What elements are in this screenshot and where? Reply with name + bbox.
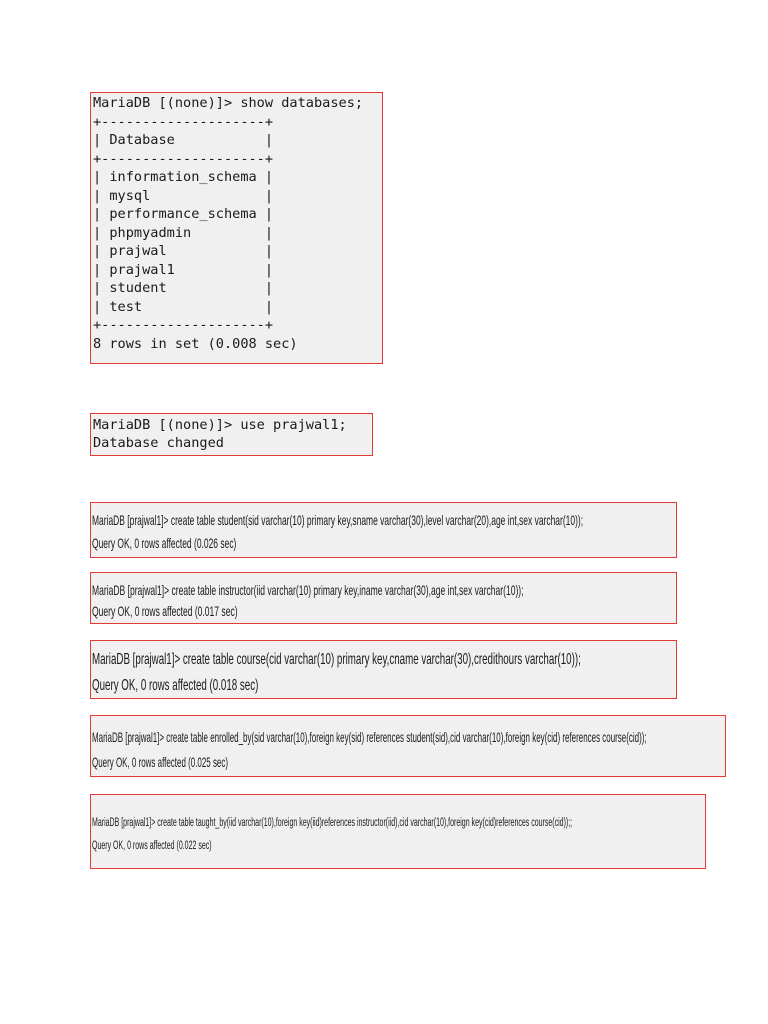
create-taught-by-screenshot xyxy=(90,794,706,869)
result-line: Database changed xyxy=(93,435,224,451)
create-enrolled-by-screenshot xyxy=(90,715,726,777)
result-line: Query OK, 0 rows affected (0.018 sec) xyxy=(92,677,259,694)
command-line: MariaDB [prajwal1]> create table instructor(iid varchar(10) primary key,iname varchar(30),age int,sex varchar(10)); xyxy=(92,582,524,598)
show-databases-screenshot xyxy=(90,92,383,364)
result-line: Query OK, 0 rows affected (0.022 sec) xyxy=(92,840,212,852)
table-border: +--------------------+ xyxy=(93,113,274,130)
table-row: | prajwal | xyxy=(93,243,274,259)
command-line: MariaDB [prajwal1]> create table taught_by(iid varchar(10),foreign key(iid)references instructor(iid),cid varchar(10),foreign key(cid)references course(cid));; xyxy=(92,817,573,829)
table-row: | test | xyxy=(93,298,274,315)
table-row: | student | xyxy=(93,280,274,296)
table-header: | Database | xyxy=(93,132,274,148)
table-row: | prajwal1 | xyxy=(93,261,274,278)
table-border: +--------------------+ xyxy=(93,317,274,333)
result-line: 8 rows in set (0.008 sec) xyxy=(93,335,298,352)
command-line: MariaDB [prajwal1]> create table student(sid varchar(10) primary key,sname varchar(30),level varchar(20),age int,sex varchar(10)); xyxy=(92,512,584,528)
result-line: Query OK, 0 rows affected (0.017 sec) xyxy=(92,603,238,619)
use-database-screenshot xyxy=(90,413,373,456)
console-line: MariaDB [(none)]> show databases; xyxy=(93,95,364,111)
result-line: Query OK, 0 rows affected (0.026 sec) xyxy=(92,535,237,551)
table-row: | phpmyadmin | xyxy=(93,224,274,241)
command-line: MariaDB [(none)]> use prajwal1; xyxy=(93,417,347,433)
table-row: | information_schema | xyxy=(93,169,274,185)
create-instructor-screenshot xyxy=(90,572,677,624)
command-line: MariaDB [prajwal1]> create table enrolled_by(sid varchar(10),foreign key(sid) references student(sid),cid varchar(10),foreign key(cid) references course(cid)); xyxy=(92,729,647,745)
table-border: +--------------------+ xyxy=(93,150,274,167)
result-line: Query OK, 0 rows affected (0.025 sec) xyxy=(92,754,229,770)
create-student-screenshot xyxy=(90,502,677,558)
create-course-screenshot xyxy=(90,640,677,699)
table-row: | performance_schema | xyxy=(93,206,274,222)
table-row: | mysql | xyxy=(93,187,274,204)
command-line: MariaDB [prajwal1]> create table course(cid varchar(10) primary key,cname varchar(30),credithours varchar(10)); xyxy=(92,651,581,668)
